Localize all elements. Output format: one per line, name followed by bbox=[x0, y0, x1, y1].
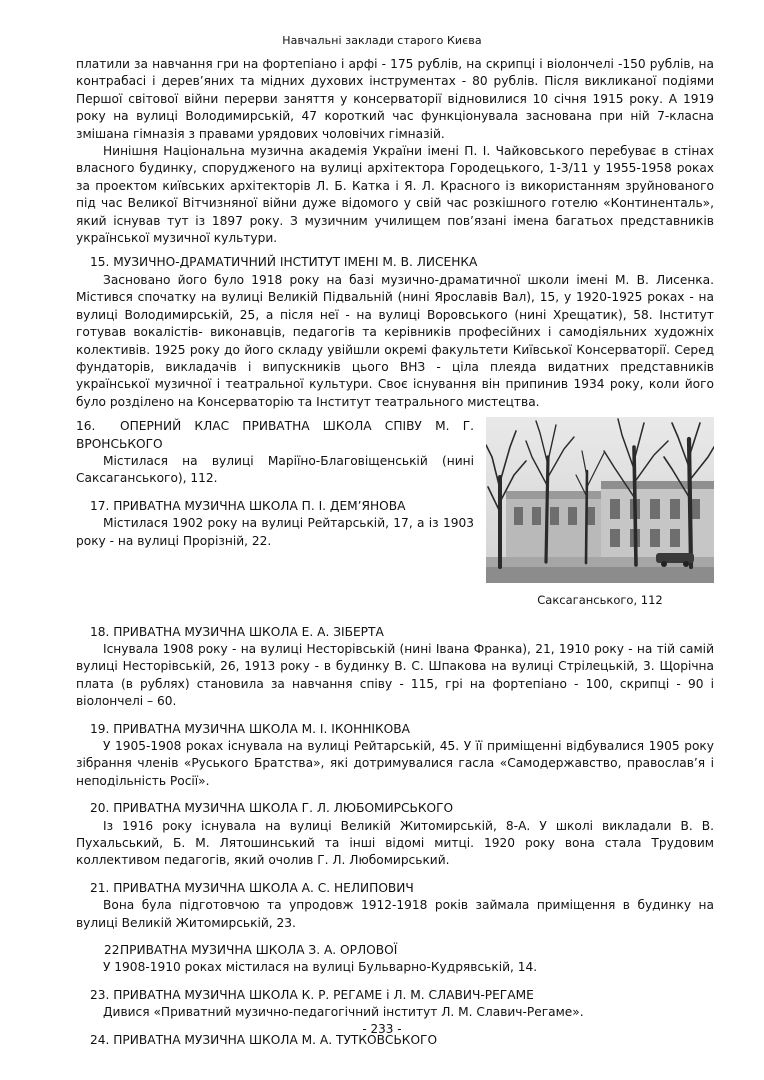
building-photo bbox=[486, 417, 714, 583]
section-heading-18: 18. ПРИВАТНА МУЗИЧНА ШКОЛА Е. А. ЗІБЕРТА bbox=[90, 624, 384, 639]
section-text-15-part: Засновано його було 1918 року на базі музично-драматичної школи імені М. В. Лисенка. Містився спочатку на вулиці Великій Підвальній (нині Ярославів Вал), 15, у 1920-1925 роках - на вулиці Володимирській, 25, а після неї - на вулиці Воровського (нині Хрещатик), 58. Інститут готував вокалістів- виконавців, педагогів та керівників професійних і самодіяльних художніх колективів. 1925 року до його складу увійшли окремі факультети Київської Консерваторії. Серед фундаторів, викладачів і випускників цього ВНЗ - ціла плеяда видатних представників української музичної і театральної культури. Своє існування він припинив 1934 року, коли його було розділено на Консерваторію та Інститут театрального мистецтва. bbox=[76, 272, 714, 409]
section-text-22: У 1908-1910 роках містилася на вулиці Бульварно-Кудрявській, 14. bbox=[103, 960, 538, 975]
section-text-21: Вона була підготовчою та упродовж 1912-1918 років займала приміщення в будинку на вулиці Великій Житомирській, 23. bbox=[76, 898, 714, 930]
section-heading-19: 19. ПРИВАТНА МУЗИЧНА ШКОЛА М. І. ІКОННІКОВА bbox=[90, 721, 410, 736]
page-number: - 233 - bbox=[362, 1022, 402, 1036]
section-number-22: 22. bbox=[104, 943, 124, 958]
section-heading-21: 21. ПРИВАТНА МУЗИЧНА ШКОЛА А. С. НЕЛИПОВИЧ bbox=[90, 880, 414, 895]
section-heading-15: 15. МУЗИЧНО-ДРАМАТИЧНИЙ ІНСТИТУТ ІМЕНІ М. В. ЛИСЕНКА bbox=[90, 255, 478, 270]
section-heading-17: 17. ПРИВАТНА МУЗИЧНА ШКОЛА П. І. ДЕМ’ЯНОВА bbox=[90, 498, 406, 513]
building-photo-figure bbox=[486, 417, 714, 609]
paragraph: Нинішня Національна музична академія України імені П. І. Чайковського перебуває в стінах власного будинку, спорудженого на вулиці архітектора Городецького, 1-3/11 у 1955-1958 роках за проектом київських архітекторів Л. Б. Катка і Я. Л. Красного із використанням зруйнованого під час Великої Вітчизняної війни дуже відомого у свій час розкішного готелю «Континенталь», який існував тут із 1897 року. З музичним училищем пов’язані імена багатьох представників української музичної культури. bbox=[76, 144, 714, 246]
section-heading-22 bbox=[76, 942, 714, 959]
section-text-15 bbox=[76, 272, 714, 411]
running-header: Навчальні заклади старого Києва bbox=[282, 34, 482, 47]
section-text-17: Містилася 1902 року на вулиці Рейтарській, 17, а із 1903 року - на вулиці Прорізній, 22. bbox=[76, 516, 474, 548]
page-body bbox=[76, 56, 714, 1049]
section-heading-24: 24. ПРИВАТНА МУЗИЧНА ШКОЛА М. А. ТУТКОВСЬКОГО bbox=[90, 1032, 438, 1047]
photo-caption: Саксаганського, 112 bbox=[537, 593, 663, 608]
section-text-19: У 1905-1908 роках існувала на вулиці Рейтарській, 45. У її приміщенні відбувалися 1905 року зібрання членів «Руського Братства», які дотримувалися гасла «Самодержавство, православ’я і неподільність Росії». bbox=[76, 738, 714, 788]
section-text-23: Дивися «Приватний музично-педагогічний інститут Л. М. Славич-Регаме». bbox=[103, 1005, 584, 1020]
section-text-20: Із 1916 року існувала на вулиці Великій Житомирській, 8-А. У школі викладали В. В. Пухальський, Б. М. Лятошинський та інші відомі митці. 1920 року вона стала Трудовим коллективом педагогів, який очолив Г. Л. Любомирський. bbox=[76, 818, 714, 868]
section-title-16: ОПЕРНИЙ КЛАС ПРИВАТНА ШКОЛА СПІВУ М. Г. ВРОНСЬКОГО bbox=[76, 419, 474, 451]
section-text-16: Містилася на вулиці Маріїно-Благовіщенській (нині Саксаганського), 112. bbox=[76, 453, 474, 486]
section-text-18: Існувала 1908 року - на вулиці Несторівській (нині Івана Франка), 21, 1910 року - на тій самій вулиці Несторівській, 26, 1913 року - в будинку В. С. Шпакова на вулиці Стрілецькій, 3. Щорічна плата (в рублях) становила за навчання співу - 115, грі на фортепіано - 100, скрипці - 90 і віолончелі – 60. bbox=[76, 641, 714, 709]
section-heading-20: 20. ПРИВАТНА МУЗИЧНА ШКОЛА Г. Л. ЛЮБОМИРСЬКОГО bbox=[90, 801, 454, 816]
section-heading-23: 23. ПРИВАТНА МУЗИЧНА ШКОЛА К. Р. РЕГАМЕ і Л. М. СЛАВИЧ-РЕГАМЕ bbox=[90, 987, 534, 1002]
section-number-16: 16. bbox=[76, 419, 96, 434]
section-title-22: ПРИВАТНА МУЗИЧНА ШКОЛА З. А. ОРЛОВОЇ bbox=[120, 943, 398, 958]
paragraph: платили за навчання гри на фортепіано і арфі - 175 рублів, на скрипці і віолончелі -150 рублів, на контрабасі і дерев’яних та мідних духових інструментах - 80 рублів. Після викликаної подіями Першої світової війни перерви заняття у консерваторії відновилися 10 січня 1915 року. А 1919 року на вулиці Володимирській, 47 короткий час функціонувала заснована при ній 7-класна змішана гімназія з правами урядових чоловічих гімназій. bbox=[76, 57, 714, 141]
